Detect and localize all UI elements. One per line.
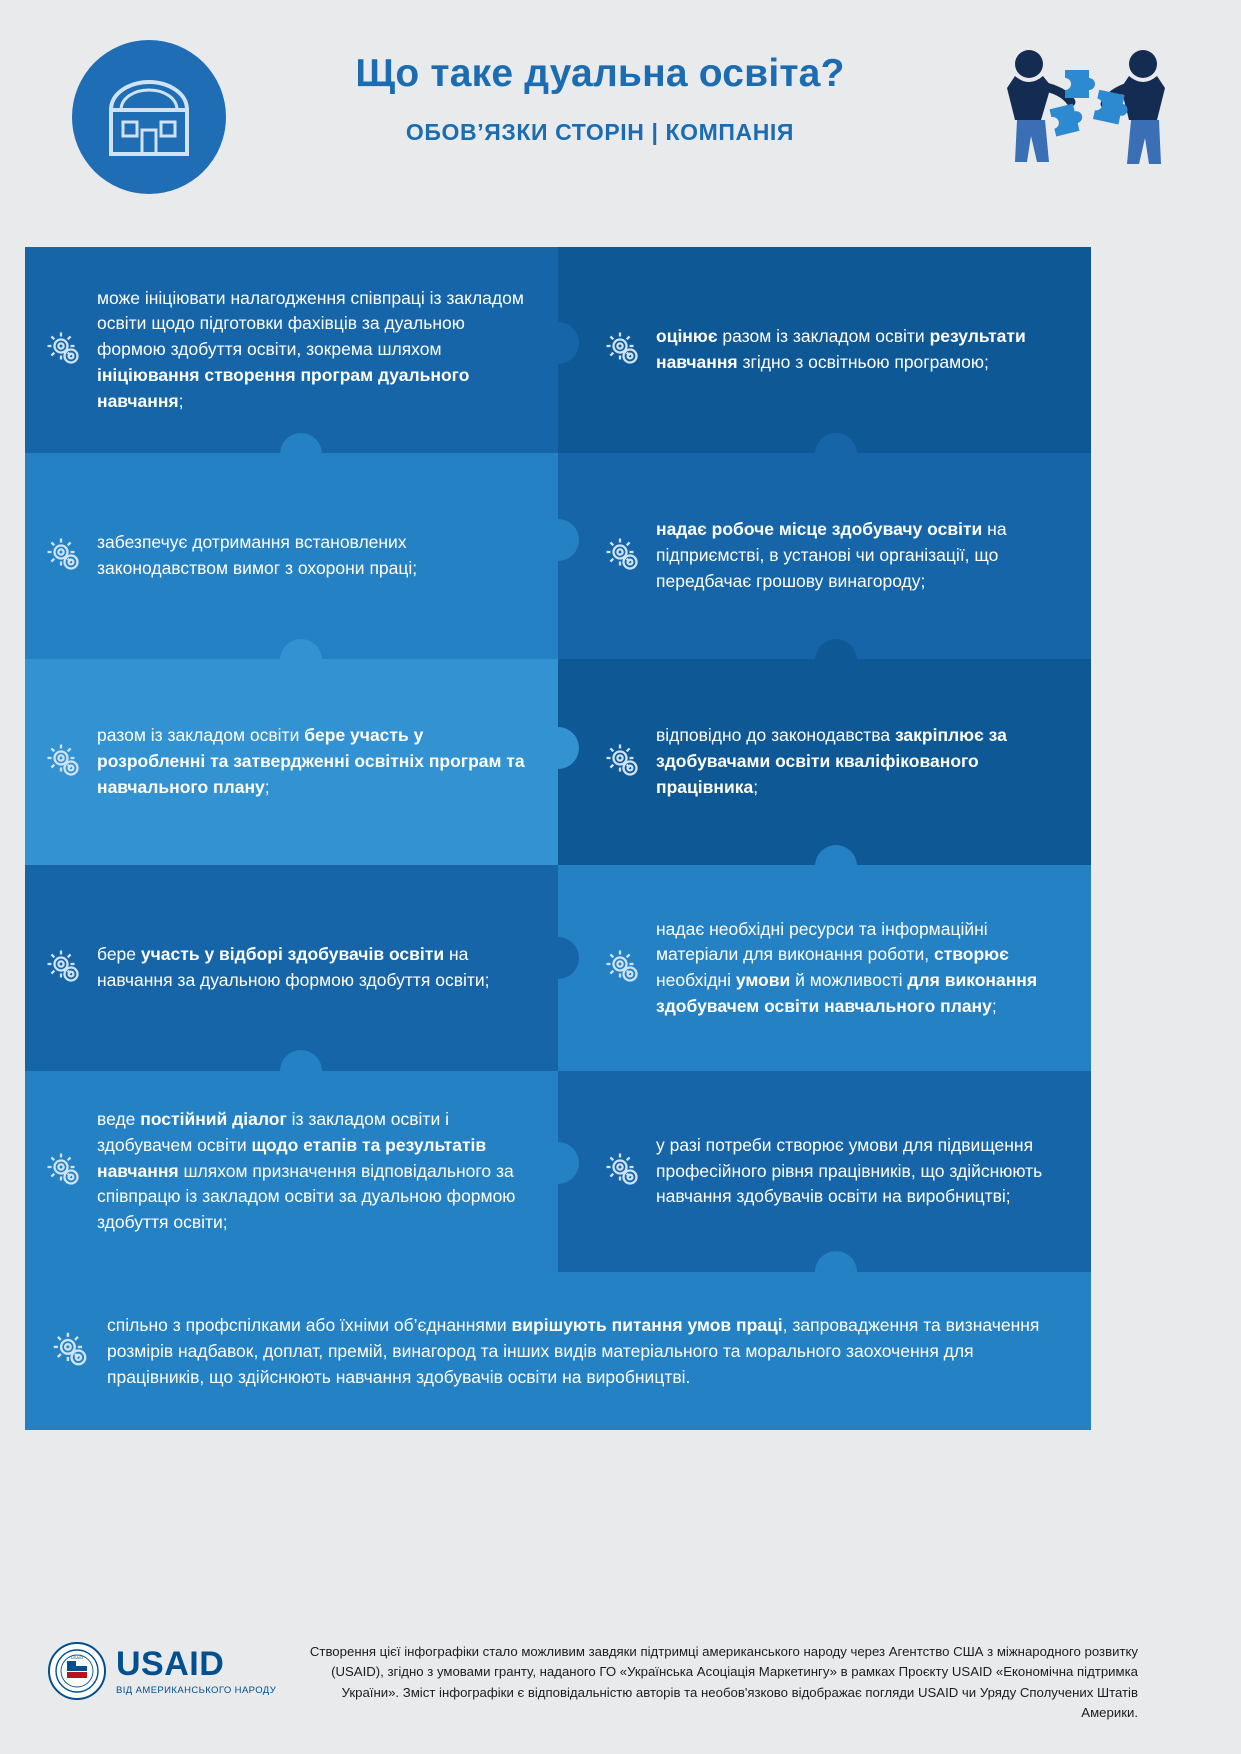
gear-icon — [43, 946, 87, 991]
factory-icon — [72, 40, 226, 194]
footer-disclaimer: Створення цієї інфографіки стало можливим завдяки підтримці американського народу через Агентство США з міжнародного розвитку (USAID), згідно з умовами гранту, наданого ГО «Українська Асоціація Маркетингу» в рамках Проєкту USAID «Економічна підтримка України». Зміст інфографіки є відповідальністю авторів та необов'язково відображає погляди USAID чи Уряду Сполучених Штатів Америки. — [309, 1644, 1138, 1721]
obligation-card-8 — [558, 865, 1091, 1071]
puzzle-knob — [280, 639, 322, 681]
obligation-text-4: надає робоче місце здобувачу освіти на підприємстві, в установі чи організації, що передбачає грошову винагороду; — [656, 519, 1007, 591]
page-title: Що таке дуальна освіта? — [355, 52, 845, 95]
obligation-card-6 — [558, 659, 1091, 865]
gear-icon — [602, 740, 646, 785]
puzzle-knob — [537, 937, 579, 979]
obligation-text-6: відповідно до законодавства закріплює за здобувачами освіти кваліфікованого працівника; — [656, 725, 1007, 797]
gear-icon — [602, 534, 646, 579]
obligation-card-1 — [25, 247, 558, 453]
obligation-text-10: у разі потреби створює умови для підвищення професійного рівня працівників, що здійснюють навчання здобувачів освіти на виробництві; — [656, 1134, 1043, 1207]
obligations-board — [25, 247, 1091, 1430]
gear-icon — [49, 1328, 95, 1375]
obligation-text-2: оцінює разом із закладом освіти результати навчання згідно з освітньою програмою; — [656, 326, 1026, 372]
obligation-text-5: разом із закладом освіти бере участь у розробленні та затвердженні освітніх програм та навчального плану; — [97, 725, 525, 797]
usaid-wordmark: USAID — [116, 1644, 225, 1683]
puzzle-knob — [815, 639, 857, 681]
page-footer — [0, 1620, 1241, 1754]
obligation-card-7 — [25, 865, 558, 1071]
obligation-card-9 — [25, 1071, 558, 1272]
obligation-text-1: може ініціювати налагодження співпраці із закладом освіти щодо підготовки фахівців за дуальною формою здобуття освіти, зокрема шляхом ініціювання створення програм дуального навчання; — [97, 287, 524, 411]
obligation-card-5 — [25, 659, 558, 865]
gear-icon — [43, 1149, 87, 1194]
obligation-text-8: надає необхідні ресурси та інформаційні матеріали для виконання роботи, створює необхідні умови й можливості для виконання здобувачем освіти навчального плану; — [656, 918, 1038, 1016]
gear-icon — [602, 946, 646, 991]
puzzle-knob — [537, 519, 579, 561]
usaid-seal-icon — [48, 1642, 106, 1700]
puzzle-knob — [280, 1050, 322, 1092]
page-header — [0, 0, 1241, 250]
puzzle-knob — [537, 727, 579, 769]
puzzle-knob — [537, 1142, 579, 1184]
obligation-text-3: забезпечує дотримання встановлених законодавством вимог з охорони праці; — [97, 532, 418, 578]
people-with-puzzle-pieces-illustration — [991, 40, 1181, 200]
gear-icon — [43, 740, 87, 785]
puzzle-knob — [537, 322, 579, 364]
puzzle-knob — [815, 845, 857, 887]
usaid-logo — [48, 1642, 298, 1700]
obligation-text-9: веде постійний діалог із закладом освіти і здобувачем освіти щодо етапів та результатів навчання шляхом призначення відповідального за співпрацю із закладом освіти за дуальною формою здобуття освіти; — [97, 1109, 516, 1233]
obligation-card-4 — [558, 453, 1091, 659]
obligation-card-11 — [25, 1272, 1091, 1430]
gear-icon — [602, 1149, 646, 1194]
title-block — [260, 52, 940, 146]
obligation-text-7: бере участь у відборі здобувачів освіти на навчання за дуальною формою здобуття освіти; — [97, 944, 490, 990]
gear-icon — [602, 328, 646, 373]
gear-icon — [43, 534, 87, 579]
obligation-card-2 — [558, 247, 1091, 453]
usaid-tagline: ВІД АМЕРИКАНСЬКОГО НАРОДУ — [116, 1684, 277, 1696]
gear-icon — [43, 328, 87, 373]
obligation-card-3 — [25, 453, 558, 659]
page-subtitle: ОБОВ’ЯЗКИ СТОРІН | КОМПАНІЯ — [405, 118, 795, 145]
puzzle-knob — [815, 433, 857, 475]
svg-text:USAID: USAID — [70, 1655, 84, 1660]
obligation-card-10 — [558, 1071, 1091, 1272]
puzzle-knob — [280, 433, 322, 475]
obligation-text-11: спільно з профспілками або їхніми об’єднаннями вирішують питання умов праці, запровадження та визначення розмірів надбавок, доплат, премій, винагород та інших видів матеріального та морального заохочення для працівників, що здійснюють навчання здобувачів освіти на виробництві. — [107, 1314, 1040, 1388]
